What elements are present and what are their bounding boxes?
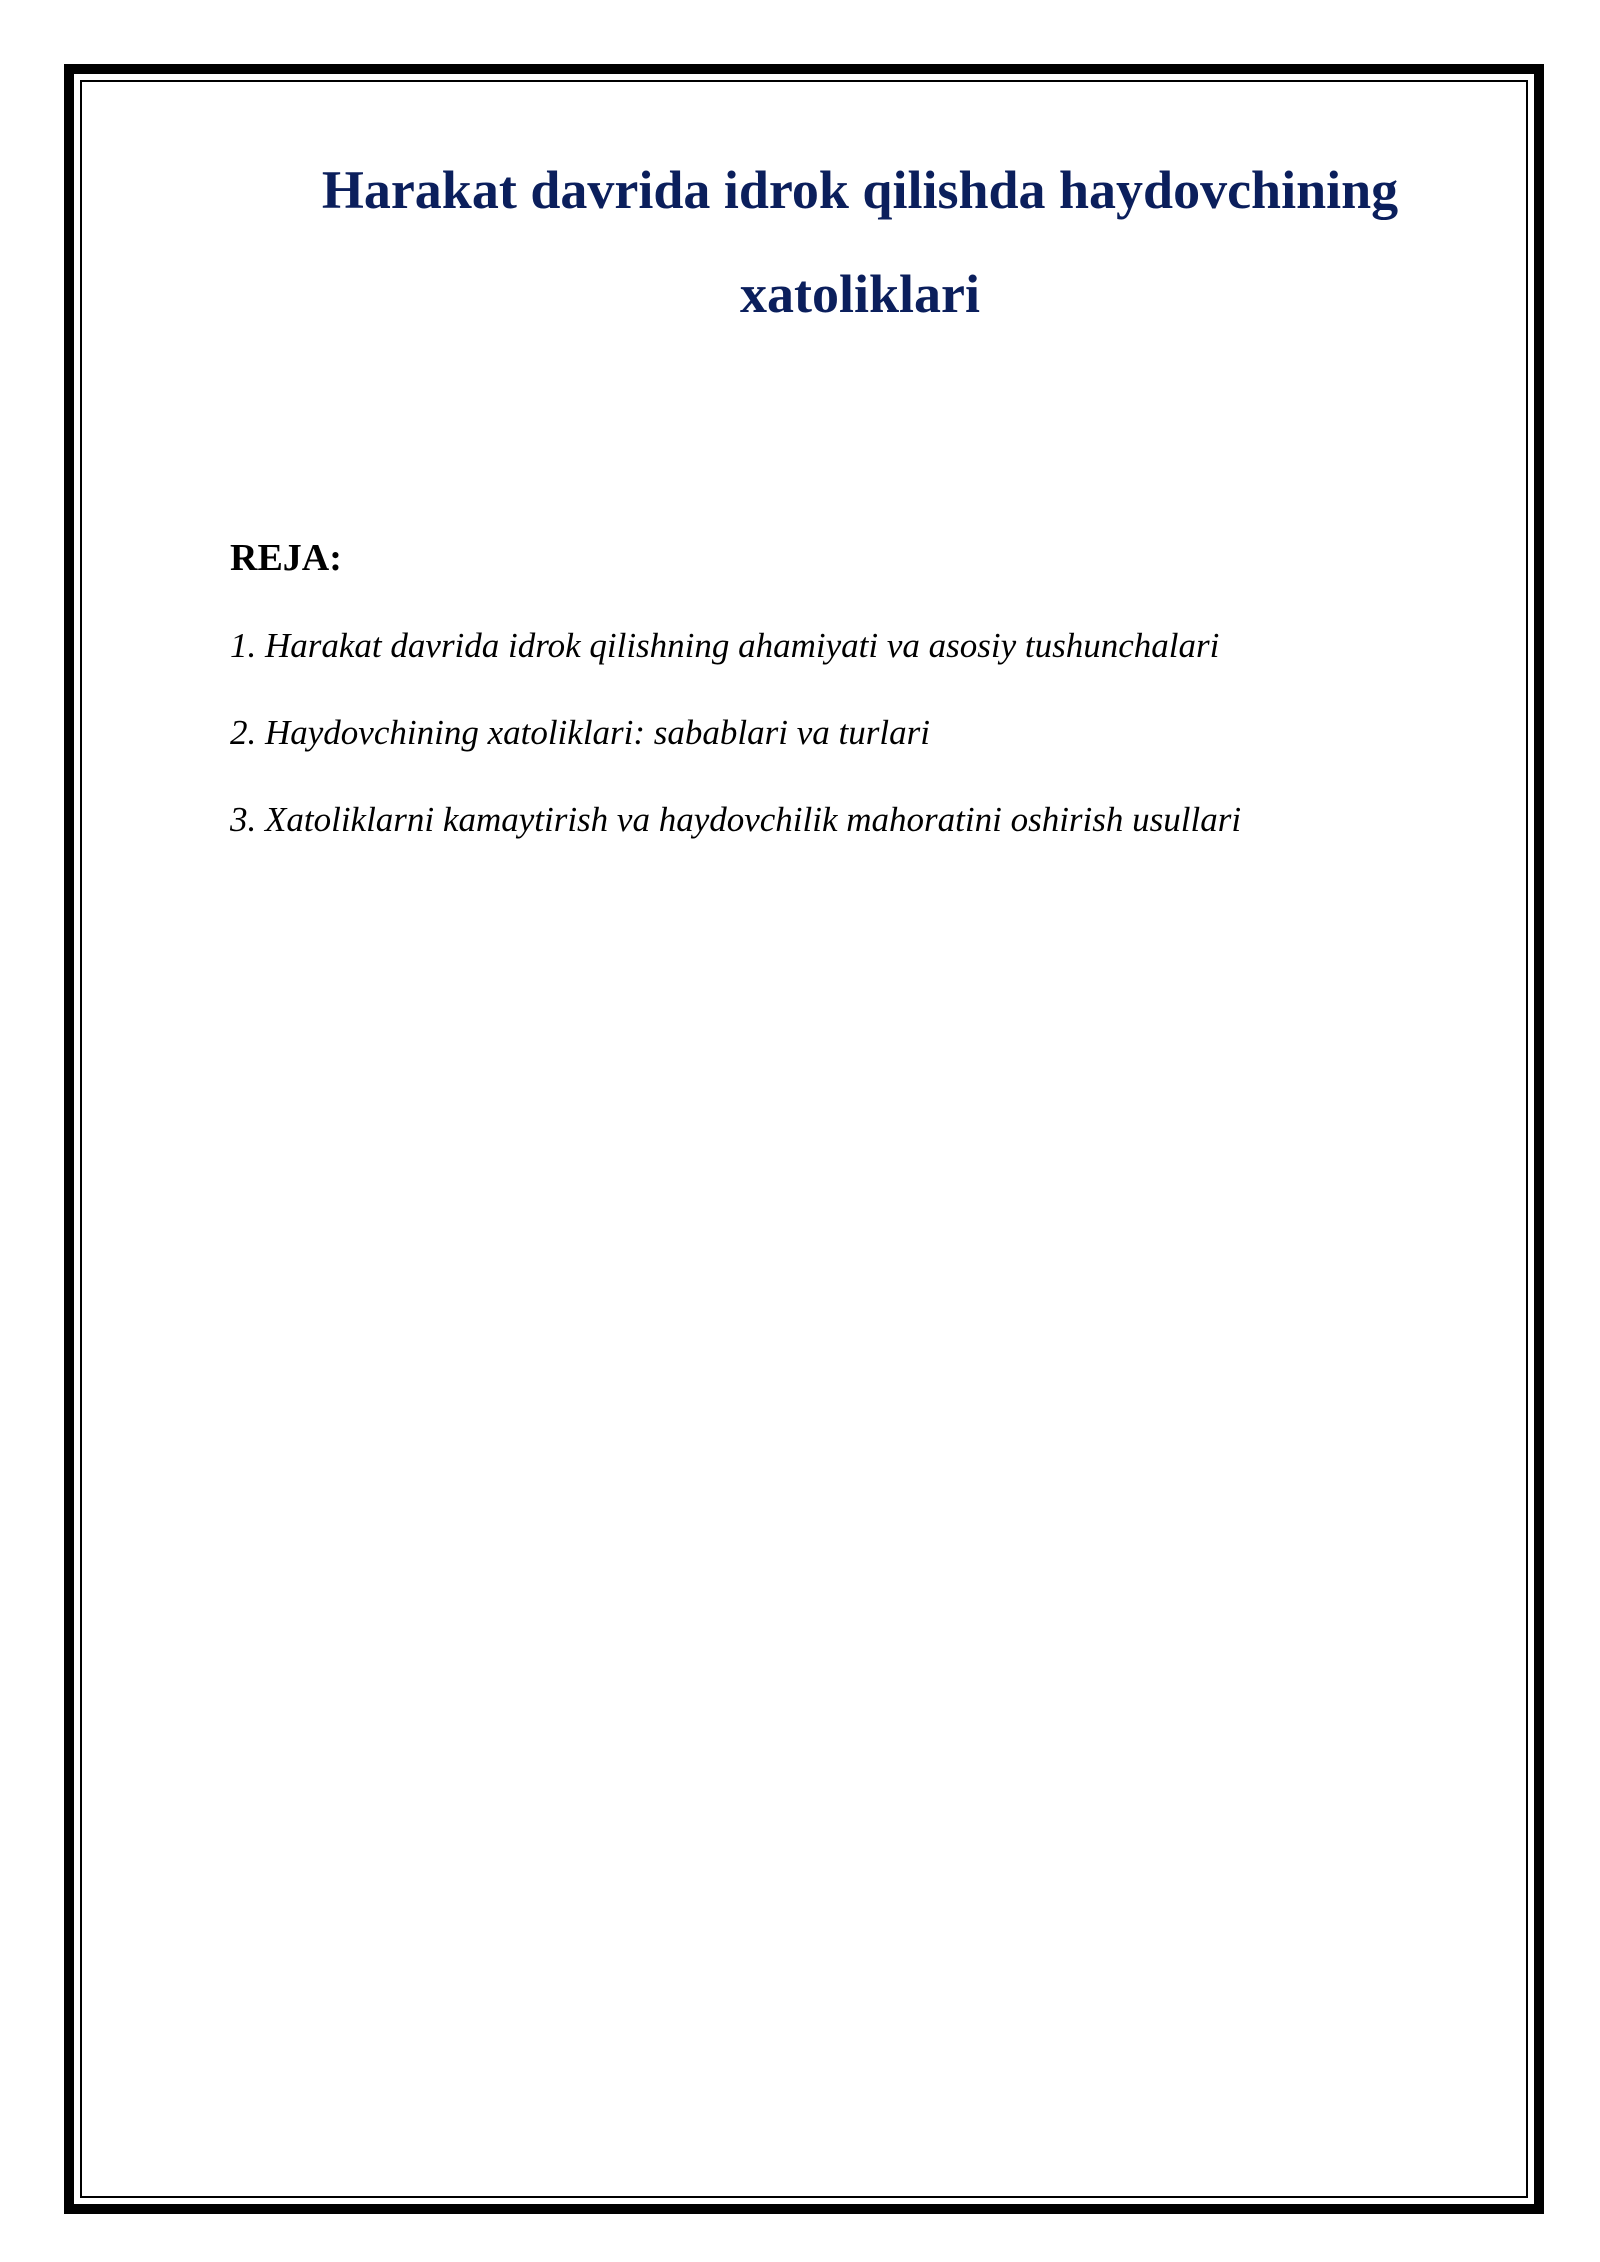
- document-title: Harakat davrida idrok qilishda haydovchining xatoliklari: [321, 160, 1399, 324]
- plan-heading: REJA:: [230, 537, 342, 579]
- plan-item: 1. Harakat davrida idrok qilishning ahamiyati va asosiy tushunchalari: [230, 626, 1220, 665]
- plan-item: 3. Xatoliklarni kamaytirish va haydovchilik mahoratini oshirish usullari: [230, 800, 1242, 839]
- page-border-inner: [80, 80, 1528, 2198]
- plan-list: [230, 622, 1480, 883]
- plan-item: 2. Haydovchining xatoliklari: sabablari va turlari: [230, 713, 930, 752]
